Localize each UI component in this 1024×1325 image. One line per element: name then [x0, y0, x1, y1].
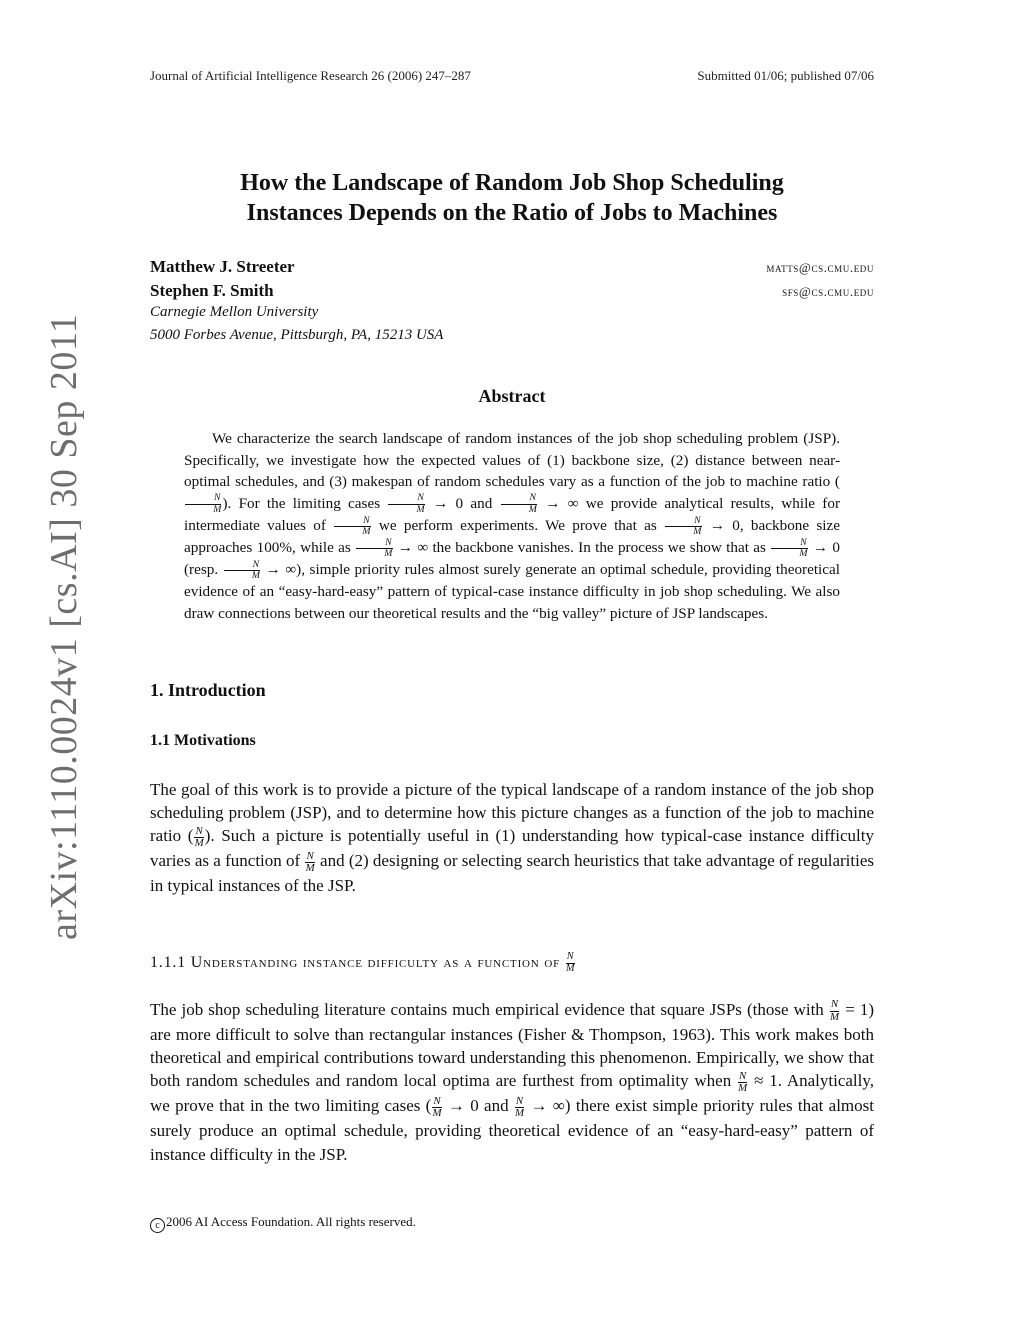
- fraction-n-over-m: $\frac{N}{M}$: [356, 538, 392, 559]
- copyright-notice: c 2006 AI Access Foundation. All rights reserved.: [150, 1214, 416, 1233]
- title-line-1: How the Landscape of Random Job Shop Scheduling: [240, 170, 784, 196]
- fraction-n-over-m: $\frac{N}{M}$: [185, 493, 221, 514]
- fraction-n-over-m: $\frac{N}{M}$: [665, 516, 701, 537]
- fraction-n-over-m: $\frac{N}{M}$: [305, 849, 315, 874]
- paper-title: [150, 168, 874, 228]
- abstract-text: We characterize the search landscape of random instances of the job shop scheduling problem (JSP). Specifically, we investigate how the expected values of (1) backbone size, (2) distance between near-optimal schedules, and (3) makespan of random schedules vary as a function of the job to machine ratio ( $\frac{N}{M}$ ). For the limiting cases $\frac{N}{M}$ → 0 and $\frac{N}{M}$ → ∞ we provide analytical results, while for intermediate values of $\frac{N}{M}$ we perform experiments. We prove that as $\frac{N}{M}$ → 0, backbone size approaches 100%, while as $\frac{N}{M}$ → ∞ the backbone vanishes. In the process we show that as $\frac{N}{M}$ → 0 (resp. $\frac{N}{M}$ → ∞), simple priority rules almost surely generate an optimal schedule, providing theoretical evidence of an “easy-hard-easy” pattern of typical-case instance difficulty in job shop scheduling. We also draw connections between our theoretical results and the “big valley” picture of JSP landscapes.: [184, 430, 841, 622]
- copyright-icon: c: [150, 1218, 165, 1233]
- abstract-heading: Abstract: [478, 386, 546, 406]
- author-1-name: Matthew J. Streeter: [150, 257, 295, 276]
- paragraph-motivations: The goal of this work is to provide a picture of the typical landscape of a random instance of the job shop scheduling problem (JSP), and to determine how this picture changes as a function of the job to machine ratio ( $\frac{N}{M}$ ). Such a picture is potentially useful in (1) understanding how typical-case instance difficulty varies as a function of $\frac{N}{M}$ and (2) designing or selecting search heuristics that take advantage of regularities in typical instances of the JSP.: [150, 780, 874, 896]
- journal-header: Journal of Artificial Intelligence Research 26 (2006) 247–287: [150, 68, 471, 83]
- affiliation-institution: Carnegie Mellon University: [150, 304, 319, 320]
- fraction-n-over-m: $\frac{N}{M}$: [432, 1094, 442, 1119]
- paragraph-instance-difficulty: The job shop scheduling literature contains much empirical evidence that square JSPs (those with $\frac{N}{M}$ = 1) are more difficult to solve than rectangular instances (Fisher & Thompson, 1963). This work makes both theoretical and empirical contributions toward understanding this phenomenon. Empirically, we show that both random schedules and random local optima are furthest from optimality when $\frac{N}{M}$ ≈ 1. Analytically, we prove that in the two limiting cases ( $\frac{N}{M}$ → 0 and $\frac{N}{M}$ → ∞) there exist simple priority rules that almost surely produce an optimal schedule, providing theoretical evidence of an “easy-hard-easy” pattern of instance difficulty in the JSP.: [150, 998, 875, 1164]
- fraction-n-over-m: $\frac{N}{M}$: [224, 560, 260, 581]
- fraction-n-over-m: $\frac{N}{M}$: [771, 538, 807, 559]
- author-1-email: matts@cs.cmu.edu: [766, 260, 874, 275]
- section-heading-introduction: 1. Introduction: [150, 680, 266, 700]
- author-2-email: sfs@cs.cmu.edu: [782, 284, 874, 299]
- author-2-name: Stephen F. Smith: [150, 281, 274, 300]
- subsubsection-heading: 1.1.1 Understanding instance difficulty as a function of $\frac{N}{M}$: [150, 951, 576, 974]
- arxiv-stamp: arXiv:1110.0024v1 [cs.AI] 30 Sep 2011: [43, 313, 85, 940]
- fraction-n-over-m: $\frac{N}{M}$: [194, 824, 204, 849]
- fraction-n-over-m: $\frac{N}{M}$: [501, 493, 537, 514]
- fraction-n-over-m: $\frac{N}{M}$: [334, 516, 370, 537]
- fraction-n-over-m: $\frac{N}{M}$: [388, 493, 424, 514]
- fraction-n-over-m: $\frac{N}{M}$: [829, 998, 840, 1023]
- fraction-n-over-m: $\frac{N}{M}$: [565, 951, 576, 974]
- fraction-n-over-m: $\frac{N}{M}$: [738, 1069, 748, 1094]
- affiliation-address: 5000 Forbes Avenue, Pittsburgh, PA, 15213 USA: [150, 327, 444, 343]
- submission-dates: Submitted 01/06; published 07/06: [697, 68, 874, 83]
- title-line-2: Instances Depends on the Ratio of Jobs to Machines: [246, 200, 778, 226]
- fraction-n-over-m: $\frac{N}{M}$: [515, 1094, 525, 1119]
- subsection-heading-motivations: 1.1 Motivations: [150, 732, 256, 749]
